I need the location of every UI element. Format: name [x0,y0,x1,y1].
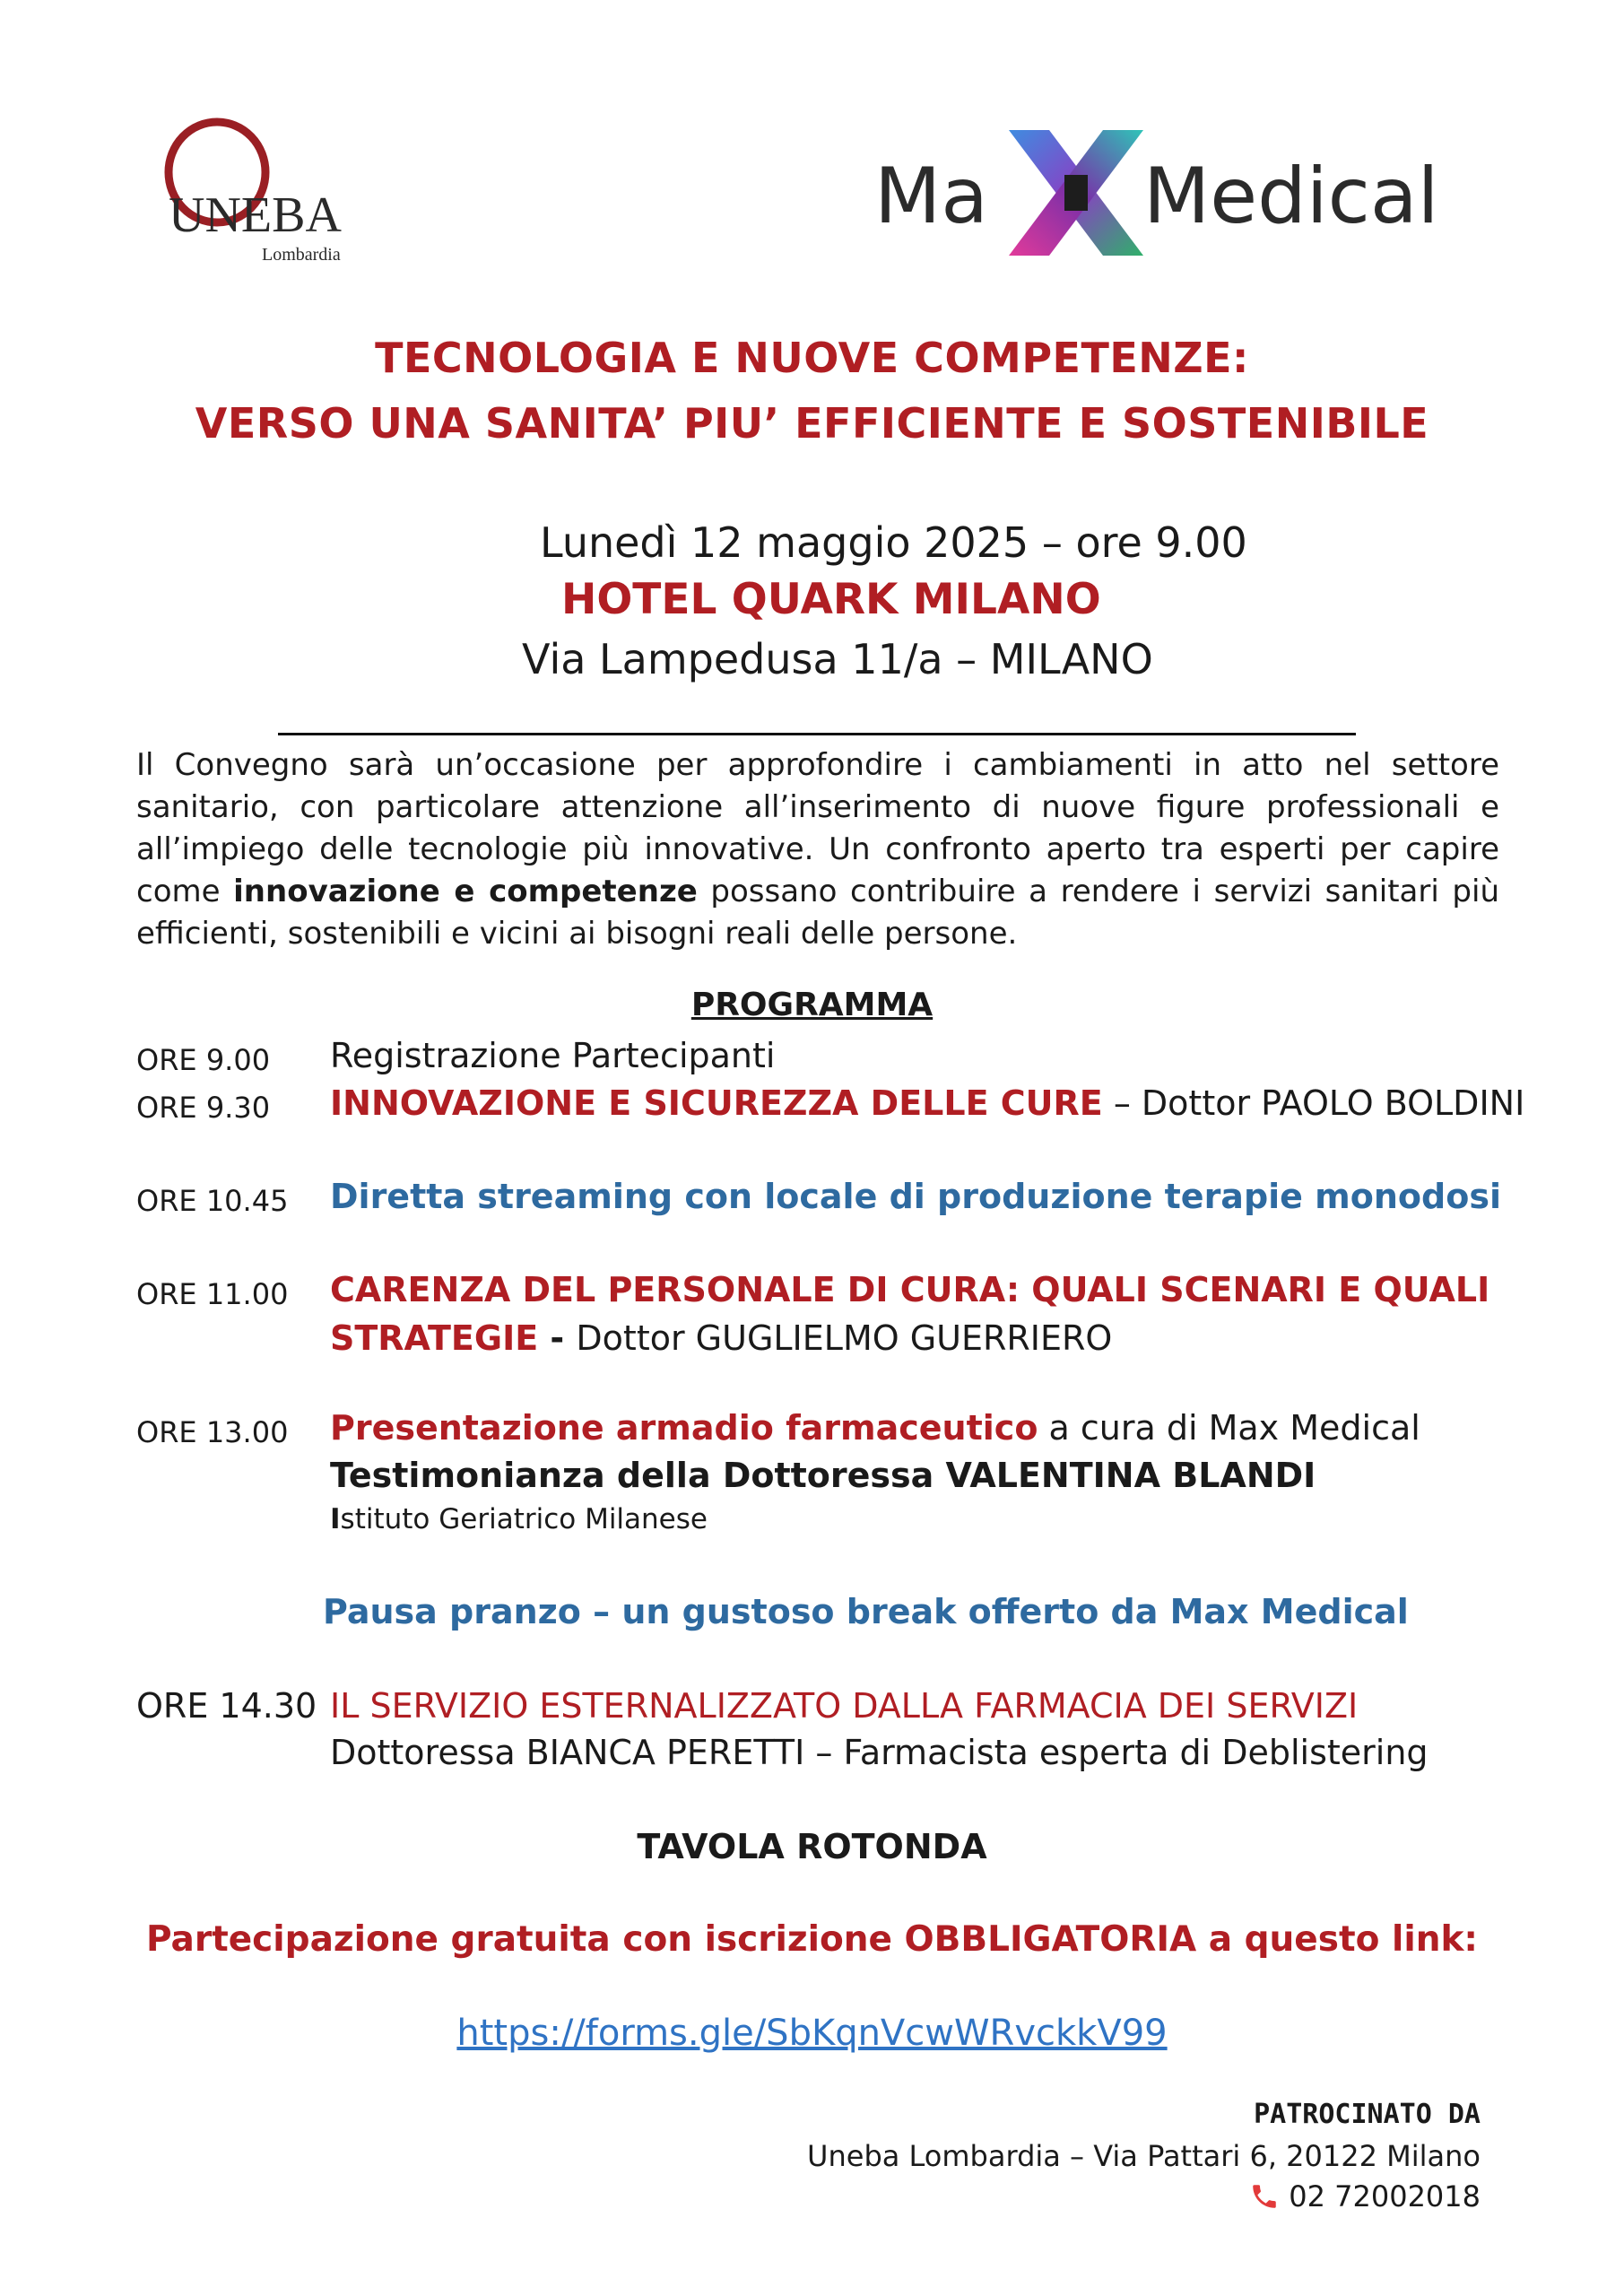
max-medical-logo [874,121,1484,265]
innovation-speaker: – Dottor PAOLO BOLDINI [1102,1083,1525,1123]
program-item-streaming [330,1177,1501,1216]
intro-bold: innovazione e competenze [233,874,698,909]
time-5: ORE 13.00 [136,1415,289,1449]
divider [278,733,1356,735]
x-mark-icon [1009,130,1143,256]
registration-link-wrap [0,2013,1624,2054]
armadio-title: Presentazione armadio farmaceutico [330,1408,1038,1448]
program-item-carenza-line2 [330,1318,1112,1358]
patronage-phone [1249,2179,1481,2213]
medical-text: Medical [1143,152,1439,241]
intro-text-1: Il Convegno sarà un’occasione per approfondire i cambiamenti in atto nel settore sanitario, con particolare attenzione all’inserimento di nuove figure professionali e all’impiego delle tecnologie più innovative. Un confronto aperto tra esperti per capire come [136,747,1499,909]
lunch-break [323,1592,1409,1631]
time-1: ORE 9.00 [136,1043,271,1077]
armadio-suffix: a cura di Max Medical [1038,1408,1420,1448]
patronage-address: Uneba Lombardia – Via Pattari 6, 20122 Milano [807,2139,1481,2173]
phone-icon [1249,2181,1280,2212]
uneba-wordmark: UNEBA [169,187,342,243]
institute-rest: stituto Geriatrico Milanese [340,1503,708,1535]
carenza-title-1: CARENZA DEL PERSONALE DI CURA: QUALI SCENARI E QUALI [330,1270,1490,1309]
program-heading: PROGRAMMA [690,987,934,1023]
uneba-subtitle: Lombardia [262,245,341,265]
event-title-line2: VERSO UNA SANITA’ PIU’ EFFICIENTE E SOSTENIBILE [195,399,1429,448]
program-item-carenza-line1 [330,1270,1489,1309]
program-item-armadio [330,1408,1420,1448]
event-venue: HOTEL QUARK MILANO [561,575,1101,624]
carenza-speaker: Dottor GUGLIELMO GUERRIERO [576,1318,1113,1358]
program-item-registration: Registrazione Partecipanti [330,1036,776,1075]
carenza-title-2: STRATEGIE [330,1318,539,1358]
program-item-institute [330,1503,708,1535]
event-address: Via Lampedusa 11/a – MILANO [522,635,1153,683]
phone-number: 02 72002018 [1289,2179,1481,2213]
lunch-text: Pausa pranzo – un gustoso break offerto da Max Medical [323,1592,1409,1631]
patronage-heading: PATROCINATO DA [1254,2099,1481,2130]
time-2: ORE 9.30 [136,1091,271,1125]
intro-paragraph [136,744,1499,955]
carenza-sep: - [538,1318,577,1358]
innovation-title: INNOVAZIONE E SICUREZZA DELLE CURE [330,1083,1103,1123]
program-item-testimony [330,1456,1316,1495]
program-item-servizio: IL SERVIZIO ESTERNALIZZATO DALLA FARMACIA DEI SERVIZI [330,1686,1359,1726]
time-4: ORE 11.00 [136,1277,289,1311]
program-item-innovation [330,1083,1524,1123]
intro-text-2: possano contribuire a rendere i servizi sanitari più efficienti, sostenibili e vicini ai bisogni reali delle persone. [136,874,1500,952]
testimony-text: Testimonianza della Dottoressa VALENTINA BLANDI [330,1456,1316,1495]
streaming-title: Diretta streaming con locale di produzione terapie monodosi [330,1177,1501,1216]
time-3: ORE 10.45 [136,1184,289,1218]
event-date: Lunedì 12 maggio 2025 – ore 9.00 [540,518,1247,567]
program-item-servizio-speaker: Dottoressa BIANCA PERETTI – Farmacista esperta di Deblistering [330,1733,1429,1772]
time-6: ORE 14.30 [136,1686,317,1726]
round-table: TAVOLA ROTONDA [637,1827,987,1866]
uneba-logo [152,117,386,278]
registration-link[interactable]: https://forms.gle/SbKqnVcwWRvckkV99 [456,2013,1168,2054]
max-text: Ma [874,152,988,241]
institute-initial: I [330,1503,341,1535]
event-title-line1: TECNOLOGIA E NUOVE COMPETENZE: [375,334,1249,382]
uneba-ring-icon [152,117,386,278]
registration-text: Partecipazione gratuita con iscrizione OBBLIGATORIA a questo link: [145,1919,1479,1960]
